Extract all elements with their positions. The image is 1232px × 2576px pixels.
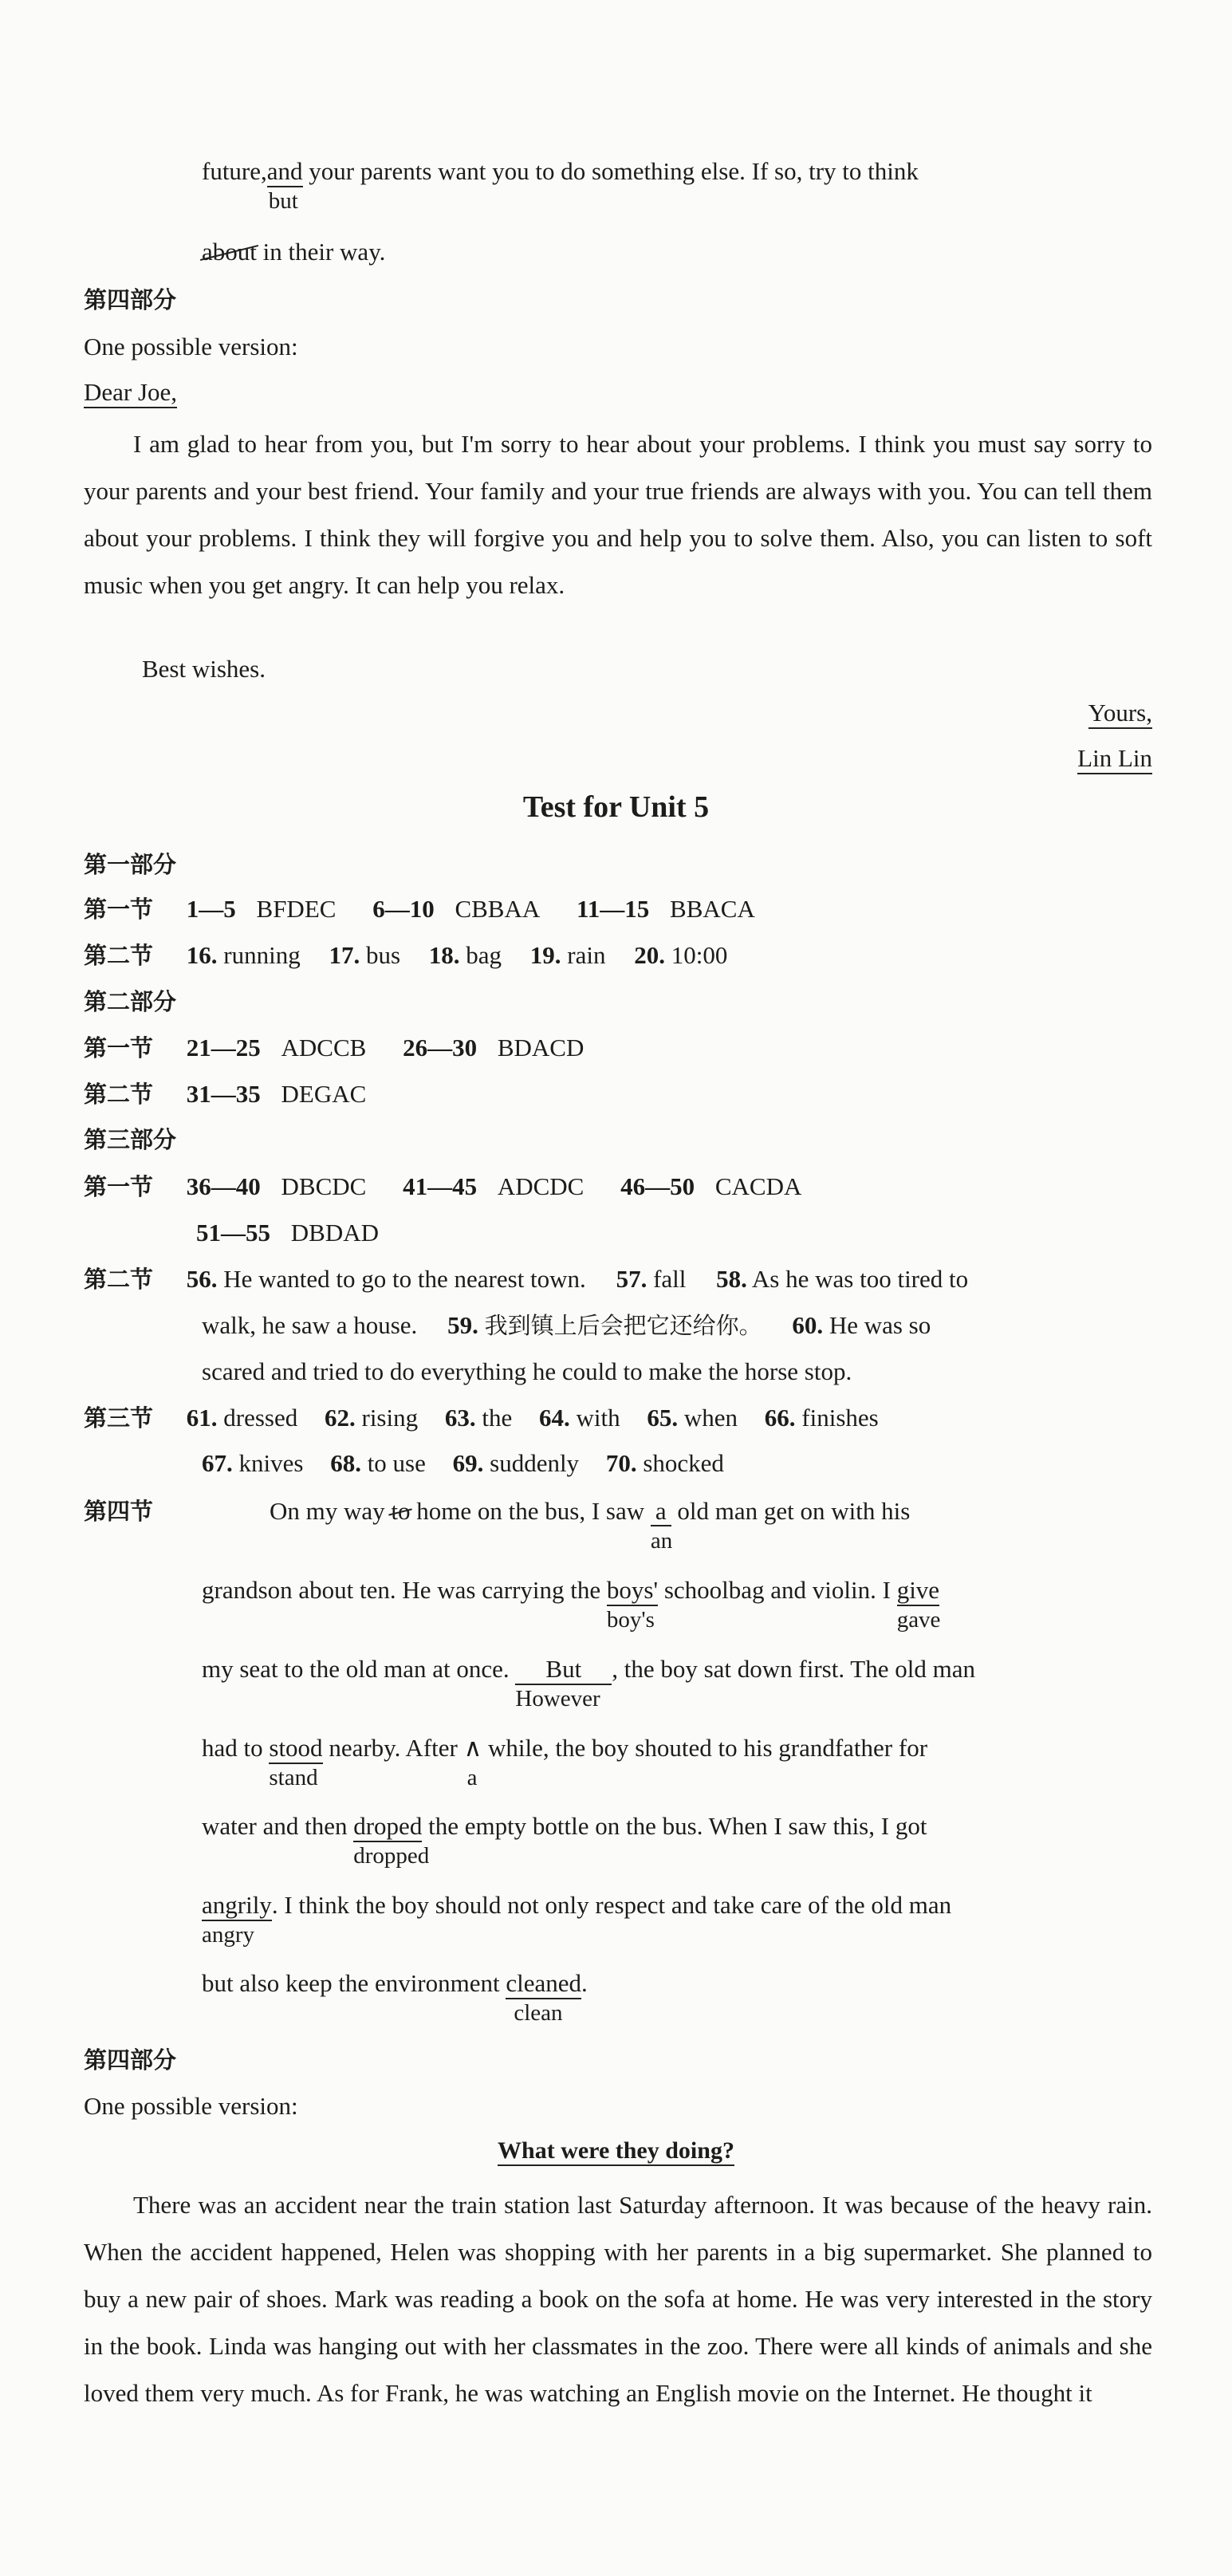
correction-angrily: angrily angry xyxy=(202,1891,272,1948)
correction-but: But However xyxy=(515,1653,612,1685)
letter-greeting: Dear Joe, xyxy=(84,376,177,408)
part3-section4-heading: 第四节 xyxy=(84,1498,154,1525)
part4-intro: One possible version: xyxy=(84,2092,298,2120)
letter-closing: Best wishes. xyxy=(142,655,266,683)
letter-signature: Lin Lin xyxy=(1077,742,1152,774)
part4-prev-heading: 第四部分 xyxy=(84,286,177,313)
part4-prev-intro: One possible version: xyxy=(84,333,298,360)
part3-section2-row3: scared and tried to do everything he could to make the horse stop. xyxy=(202,1357,852,1385)
part2-heading: 第二部分 xyxy=(84,988,177,1015)
part1-section1: 第一节 1—5 BFDEC 6—10 CBBAA 11—15 BBACA xyxy=(84,895,755,923)
part1-heading: 第一部分 xyxy=(84,851,177,878)
part2-section2: 第二节 31—35 DEGAC xyxy=(84,1080,367,1108)
correction-line-1: On my way to home on the bus, I saw $\frac{a}{an}$ old man get on with his xyxy=(270,1497,911,1554)
correction-line-2: grandson about ten. He was carrying the boys' boy's schoolbag and violin. I give gave xyxy=(202,1576,941,1633)
top-line-1: future,and but your parents want you to do something else. If so, try to think xyxy=(202,157,919,214)
part3-section1-row1: 第一节 36—40 DBCDC 41—45 ADCDC 46—50 CACDA xyxy=(84,1172,802,1200)
letter-yours: Yours, xyxy=(1088,697,1152,729)
letter-body: I am glad to hear from you, but I'm sorry to hear about your problems. I think you must say sorry to your parents and your best friend. Your family and your true friends are always with you. You can tell them about your problems. I think they will forgive you and help you to solve them. Also, you can listen to soft music when you get angry. It can help you relax. xyxy=(84,430,1152,599)
correction-droped: droped dropped xyxy=(353,1812,430,1869)
correction-stood: stood stand xyxy=(269,1734,323,1790)
correction-line-5: water and then droped dropped the empty bottle on the bus. When I saw this, I got xyxy=(202,1812,927,1869)
correction-line-6: angrily angry . I think the boy should not only respect and take care of the old man xyxy=(202,1891,952,1948)
correction-line-4: had to stood stand nearby. After ∧ a while, the boy shouted to his grandfather for xyxy=(202,1734,928,1790)
correction-cleaned: cleaned clean xyxy=(506,1969,582,2026)
essay-body: There was an accident near the train station last Saturday afternoon. It was because of the heavy rain. When the accident happened, Helen was shopping with her parents in a big supermarket. She planned to buy a new pair of shoes. Mark was reading a book on the sofa at home. He was very interested in the story in the book. Linda was hanging out with her classmates in the zoo. There were all kinds of animals and she loved them very much. As for Frank, he was watching an English movie on the Internet. He thought it xyxy=(84,2191,1152,2407)
part1-section2: 第二节 16. running 17. bus 18. bag 19. rain 20. 10:00 xyxy=(84,941,728,969)
part4-heading: 第四部分 xyxy=(84,2046,177,2074)
page-title: Test for Unit 5 xyxy=(522,790,710,824)
part3-heading: 第三部分 xyxy=(84,1126,177,1153)
part3-section3-row2: 67. knives 68. to use 69. suddenly 70. shocked xyxy=(202,1449,724,1477)
correction-line-7: but also keep the environment cleaned clean . xyxy=(202,1969,588,2026)
part3-section2-row1: 第二节 56. He wanted to go to the nearest town. 57. fall 58. As he was too tired to xyxy=(84,1265,969,1293)
part3-section1-row2: 51—55 DBDAD xyxy=(196,1219,379,1247)
correction-boys: boys' boy's xyxy=(606,1576,659,1633)
part2-section1: 第一节 21—25 ADCCB 26—30 BDACD xyxy=(84,1034,585,1062)
correction-insert-a: ∧ a xyxy=(463,1734,482,1790)
correction-and: and but xyxy=(266,157,303,214)
part3-section2-row2: walk, he saw a house. 59. 我到镇上后会把它还给你。 60. He was so xyxy=(202,1311,931,1339)
top-line-2: about in their way. xyxy=(202,238,386,266)
correction-a: $\frac{a}{an}$ xyxy=(650,1497,673,1554)
essay-title: What were they doing? xyxy=(0,2137,1232,2164)
correction-line-3: my seat to the old man at once. But However , the boy sat down first. The old man xyxy=(202,1655,975,1711)
correction-give: give gave xyxy=(896,1576,941,1633)
part3-section3-row1: 第三节 61. dressed 62. rising 63. the 64. with 65. when 66. finishes xyxy=(84,1404,879,1432)
